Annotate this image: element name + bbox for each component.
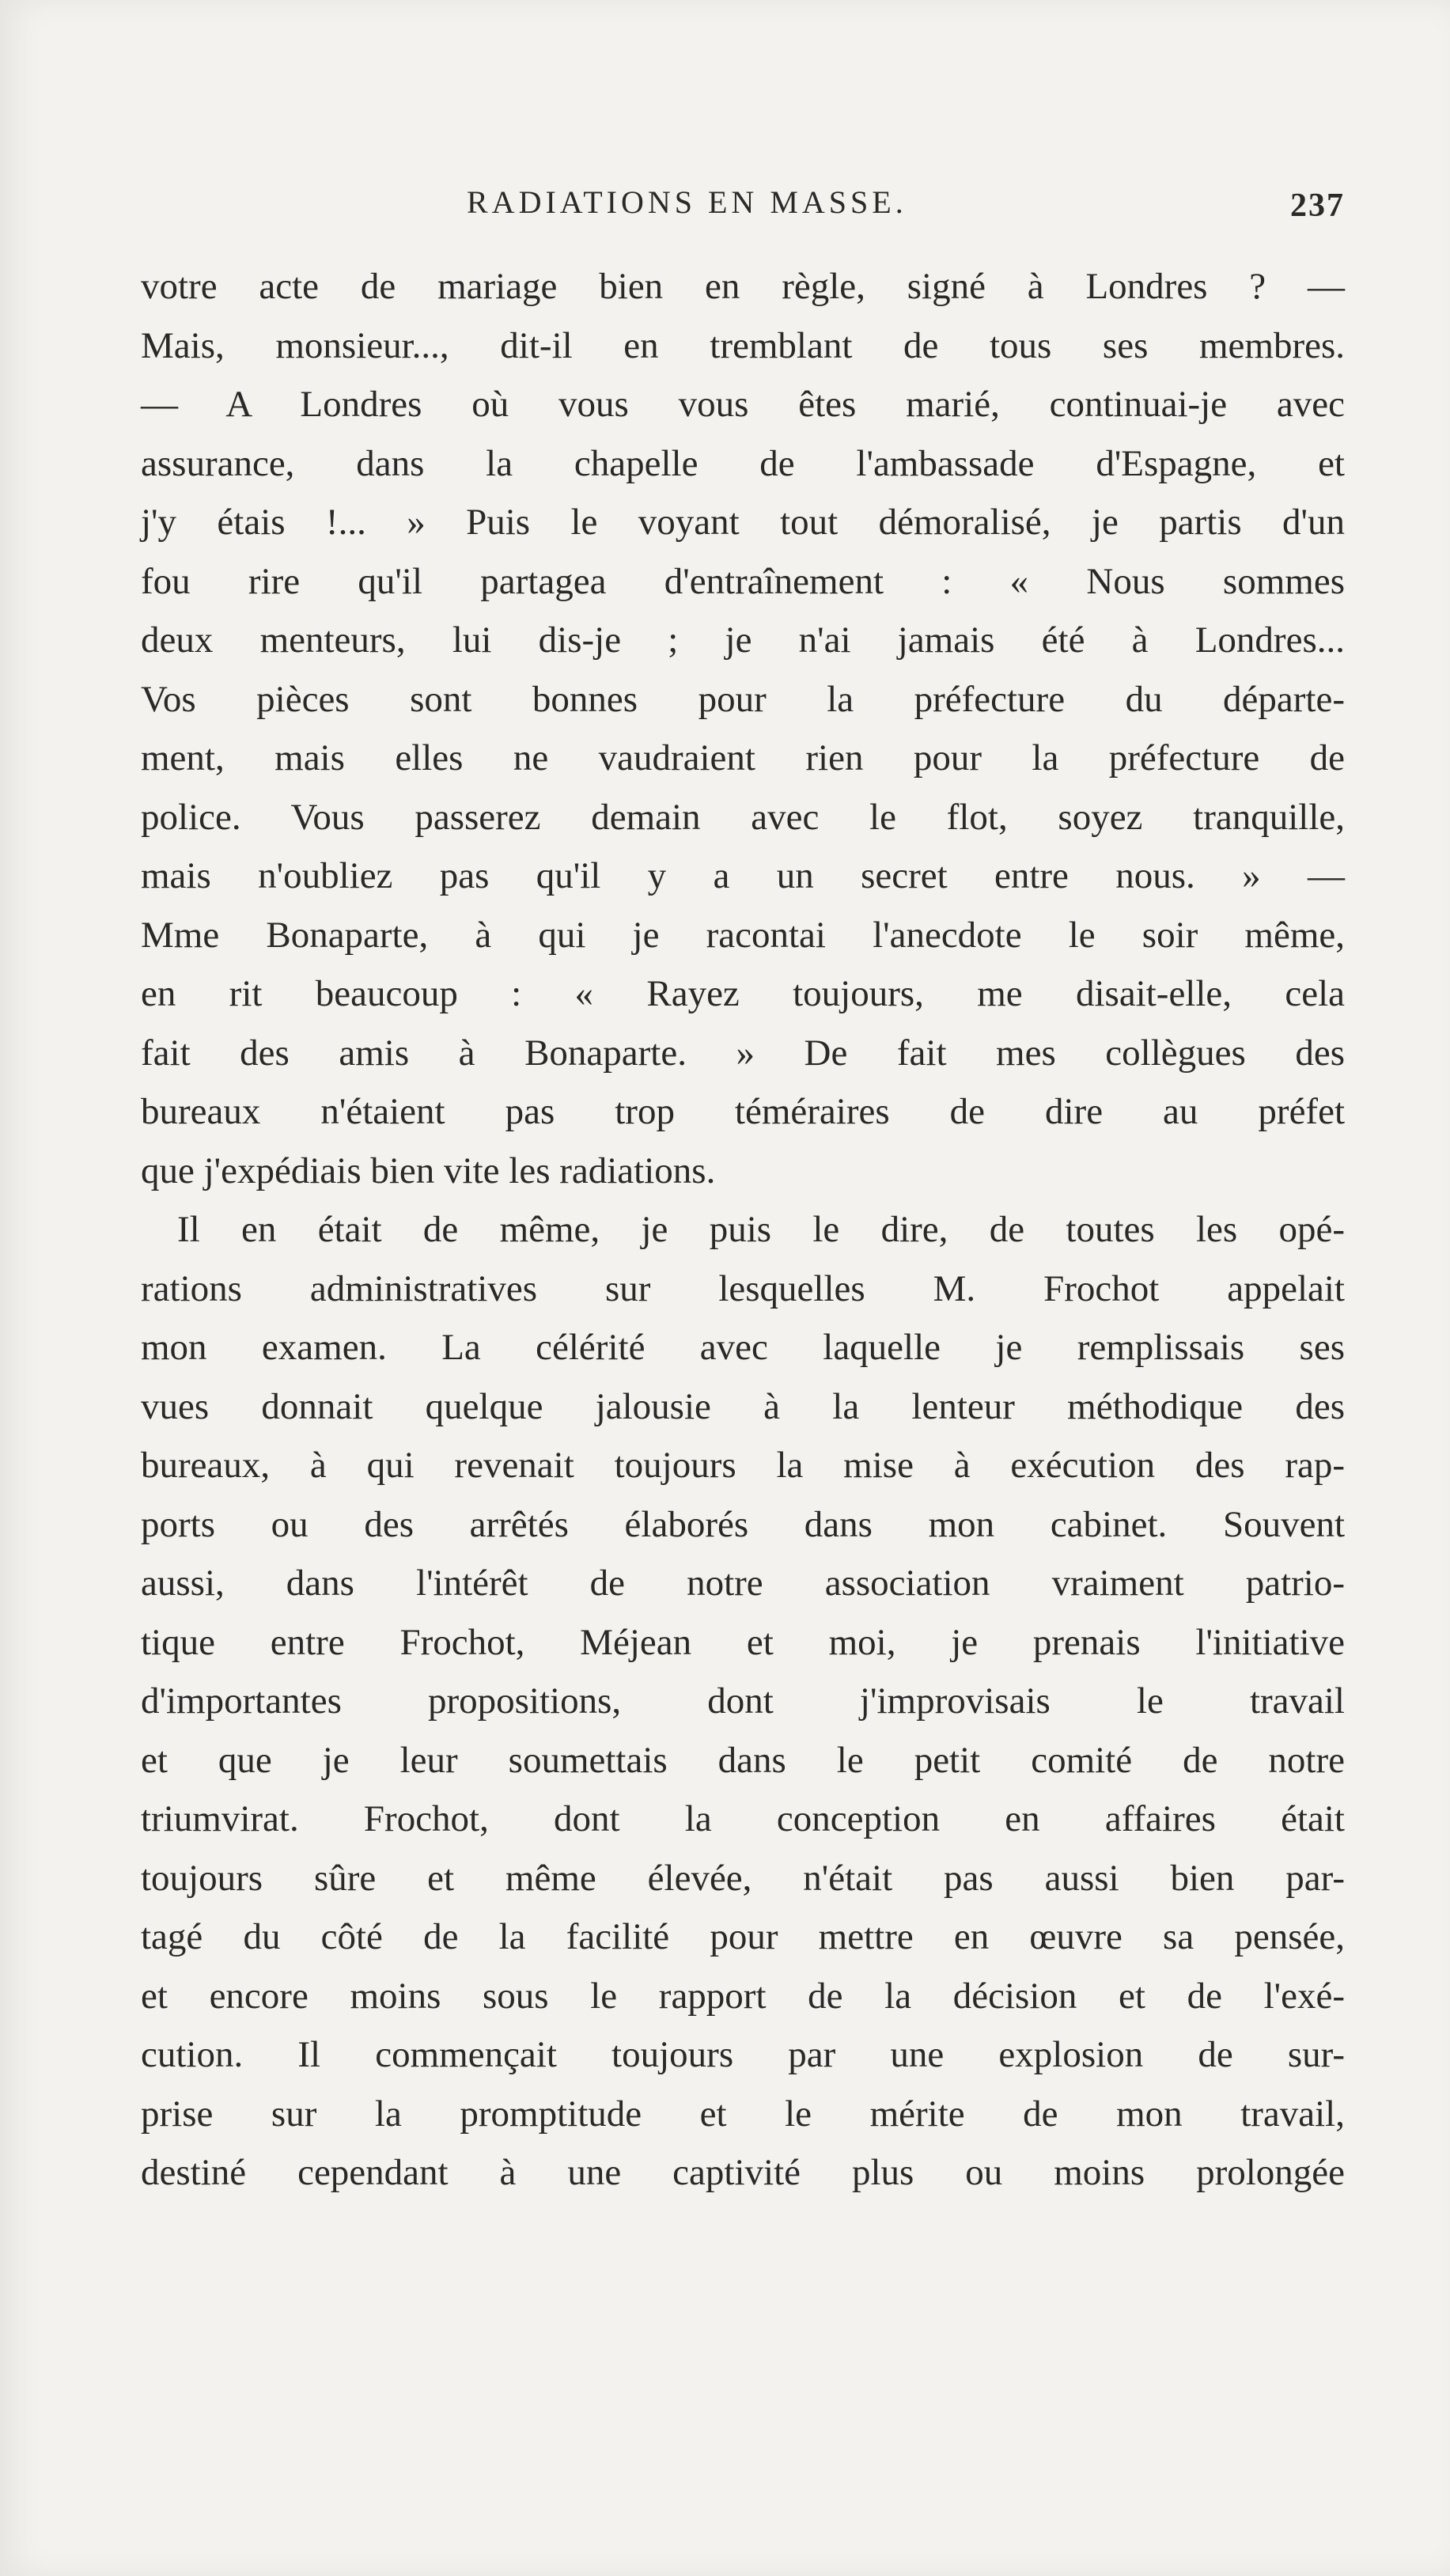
text-line: tique entre Frochot, Méjean et moi, je prenais l'initiative	[141, 1621, 1345, 1663]
text-line: mais n'oubliez pas qu'il y a un secret entre nous. » —	[141, 855, 1345, 896]
text-line: mon examen. La célérité avec laquelle je remplissais ses	[141, 1327, 1345, 1368]
text-line: Mais, monsieur..., dit-il en tremblant de tous ses membres.	[141, 324, 1345, 366]
text-line: bureaux n'étaient pas trop téméraires de dire au préfet	[141, 1091, 1345, 1132]
text-line: fou rire qu'il partagea d'entraînement : « Nous sommes	[141, 560, 1345, 602]
text-line: votre acte de mariage bien en règle, signé à Londres ? —	[141, 266, 1345, 307]
paragraph-start-line: Il en était de même, je puis le dire, de toutes les opé-	[177, 1209, 1345, 1250]
text-line: toujours sûre et même élevée, n'était pas aussi bien par-	[141, 1857, 1345, 1899]
text-line: aussi, dans l'intérêt de notre association vraiment patrio-	[141, 1563, 1345, 1604]
text-line: j'y étais !... » Puis le voyant tout démoralisé, je partis d'un	[141, 502, 1345, 543]
text-line: et que je leur soumettais dans le petit comité de notre	[141, 1739, 1345, 1781]
text-line: destiné cependant à une captivité plus ou moins prolongée	[141, 2152, 1345, 2193]
text-line: prise sur la promptitude et le mérite de mon travail,	[141, 2093, 1345, 2135]
text-line: d'importantes propositions, dont j'improvisais le travail	[141, 1680, 1345, 1722]
text-line: en rit beaucoup : « Rayez toujours, me disait-elle, cela	[141, 973, 1345, 1014]
text-line: et encore moins sous le rapport de la décision et de l'exé-	[141, 1975, 1345, 2017]
body-text	[141, 257, 1345, 2203]
text-line: police. Vous passerez demain avec le flot, soyez tranquille,	[141, 796, 1345, 838]
text-line: assurance, dans la chapelle de l'ambassade d'Espagne, et	[141, 442, 1345, 484]
page-number: 237	[1290, 188, 1345, 224]
page-header	[142, 176, 1345, 231]
text-line: cution. Il commençait toujours par une explosion de sur-	[141, 2034, 1345, 2075]
text-line: triumvirat. Frochot, dont la conception en affaires était	[141, 1798, 1345, 1839]
text-line: — A Londres où vous vous êtes marié, continuai-je avec	[141, 384, 1345, 425]
text-line: Vos pièces sont bonnes pour la préfecture du départe-	[141, 678, 1345, 720]
text-line: deux menteurs, lui dis-je ; je n'ai jamais été à Londres...	[141, 619, 1345, 661]
text-line: rations administratives sur lesquelles M. Frochot appelait	[141, 1267, 1345, 1309]
running-title: RADIATIONS EN MASSE.	[467, 184, 907, 220]
text-line: ports ou des arrêtés élaborés dans mon cabinet. Souvent	[141, 1503, 1345, 1545]
text-line: bureaux, à qui revenait toujours la mise à exécution des rap-	[141, 1445, 1345, 1486]
text-line: Mme Bonaparte, à qui je racontai l'anecdote le soir même,	[141, 914, 1345, 956]
text-line: fait des amis à Bonaparte. » De fait mes collègues des	[141, 1032, 1345, 1074]
text-line: ment, mais elles ne vaudraient rien pour la préfecture de	[141, 737, 1345, 778]
text-line: tagé du côté de la facilité pour mettre en œuvre sa pensée,	[141, 1916, 1345, 1957]
text-line: vues donnait quelque jalousie à la lenteur méthodique des	[141, 1385, 1345, 1427]
paragraph-end-line: que j'expédiais bien vite les radiations.	[141, 1150, 716, 1191]
